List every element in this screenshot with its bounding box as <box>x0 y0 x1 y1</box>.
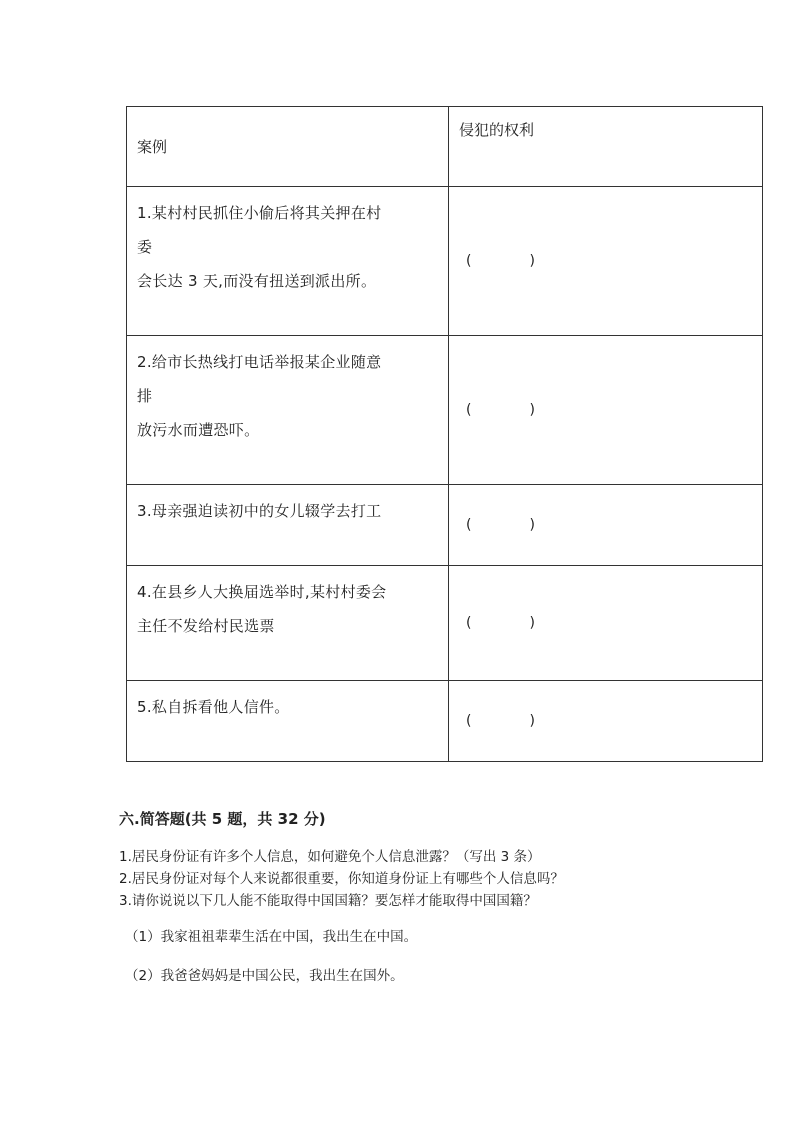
answer-blank[interactable] <box>449 187 762 335</box>
case-line: 委 <box>137 238 153 256</box>
header-right-label: 侵犯的权利 <box>459 121 535 139</box>
case-text <box>137 485 448 528</box>
answer-cell[interactable] <box>449 681 763 762</box>
answer-blank[interactable] <box>449 566 762 680</box>
table-row <box>127 187 763 336</box>
table-row <box>127 566 763 681</box>
answer-blank[interactable] <box>449 336 762 484</box>
sub-item-1: （1）我家祖祖辈辈生活在中国，我出生在中国。 <box>125 929 418 945</box>
case-cell <box>127 681 449 762</box>
question-3: 3.请你说说以下几人能不能取得中国国籍？要怎样才能取得中国国籍？ <box>119 893 537 909</box>
open-paren: ( <box>466 402 472 418</box>
answer-blank[interactable] <box>449 485 762 565</box>
header-case-label: 案例 <box>137 138 168 156</box>
case-line: 主任不发给村民选票 <box>137 617 275 635</box>
answer-cell[interactable] <box>449 336 763 485</box>
case-line: 5.私自拆看他人信件。 <box>137 698 290 716</box>
answer-cell[interactable] <box>449 485 763 566</box>
table-row <box>127 681 763 762</box>
case-text <box>137 187 448 298</box>
case-line: 会长达 3 天,而没有扭送到派出所。 <box>137 272 377 290</box>
case-cell <box>127 187 449 336</box>
open-paren: ( <box>466 615 472 631</box>
sub-item-2: （2）我爸爸妈妈是中国公民，我出生在国外。 <box>125 968 404 984</box>
case-line: 2.给市长热线打电话举报某企业随意 <box>137 353 382 371</box>
answer-cell[interactable] <box>449 566 763 681</box>
case-line: 4.在县乡人大换届选举时,某村村委会 <box>137 583 387 601</box>
case-cell <box>127 485 449 566</box>
answer-blank[interactable] <box>449 681 762 761</box>
header-case-cell <box>127 107 449 187</box>
case-line: 1.某村村民抓住小偷后将其关押在村 <box>137 204 382 222</box>
close-paren: ) <box>529 713 535 729</box>
open-paren: ( <box>466 253 472 269</box>
close-paren: ) <box>529 253 535 269</box>
close-paren: ) <box>529 402 535 418</box>
case-cell <box>127 336 449 485</box>
case-text <box>137 681 448 724</box>
case-line: 放污水而遭恐吓。 <box>137 421 260 439</box>
close-paren: ) <box>529 615 535 631</box>
open-paren: ( <box>466 517 472 533</box>
table-row <box>127 336 763 485</box>
question-1: 1.居民身份证有许多个人信息，如何避免个人信息泄露？（写出 3 条） <box>119 849 541 865</box>
table-row <box>127 485 763 566</box>
section-title: 六.简答题(共 5 题，共 32 分) <box>119 810 326 828</box>
open-paren: ( <box>466 713 472 729</box>
case-text <box>137 336 448 447</box>
case-line: 排 <box>137 387 153 405</box>
table-header-row <box>127 107 763 187</box>
header-right-cell <box>449 107 763 187</box>
case-text <box>137 566 448 643</box>
question-2: 2.居民身份证对每个人来说都很重要，你知道身份证上有哪些个人信息吗？ <box>119 871 564 887</box>
case-cell <box>127 566 449 681</box>
close-paren: ) <box>529 517 535 533</box>
answer-cell[interactable] <box>449 187 763 336</box>
short-answer-section <box>119 806 759 987</box>
case-line: 3.母亲强迫读初中的女儿辍学去打工 <box>137 502 382 520</box>
rights-table <box>126 106 763 762</box>
